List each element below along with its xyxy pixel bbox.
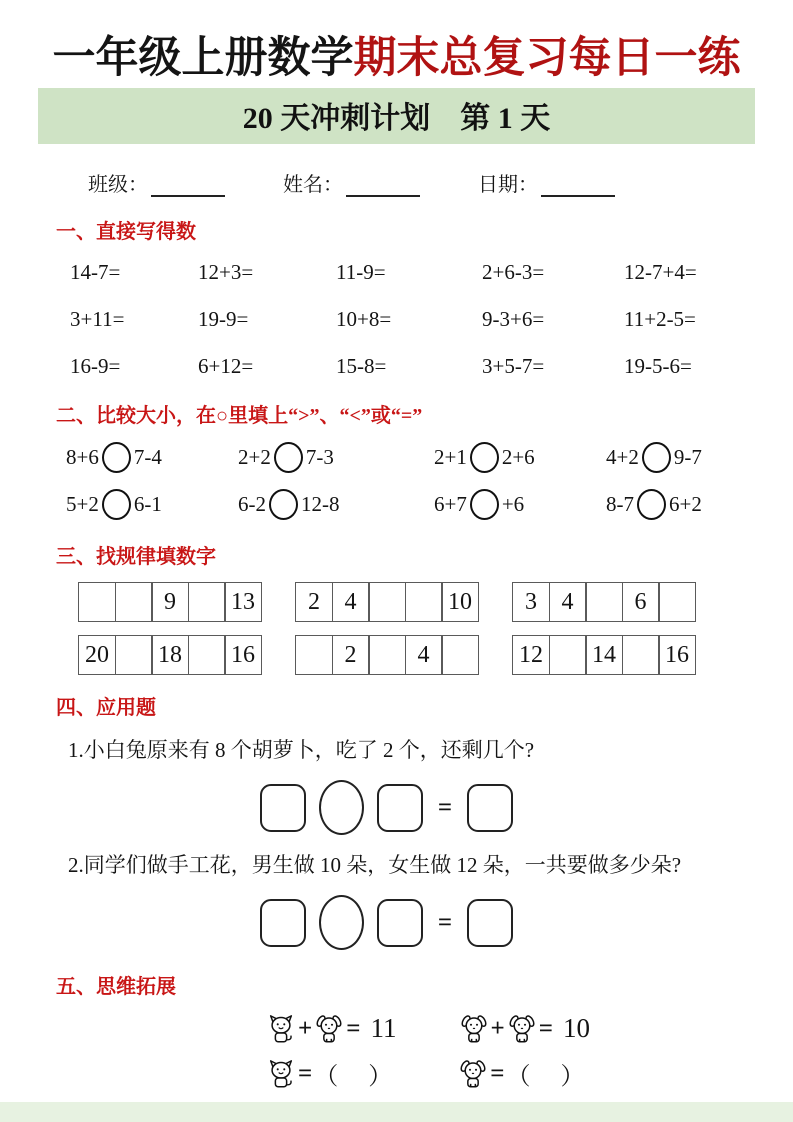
pattern-cell-empty[interactable] [115,582,153,622]
arith-problem: 6+12= [198,354,254,379]
answer-box[interactable] [377,784,423,832]
compare-left-expression: 8-7 [606,492,634,517]
answer-box[interactable] [260,899,306,947]
arith-problem: 2+6-3= [482,260,545,285]
animal-equation-2 [459,1013,591,1044]
equals-sign: = [346,1014,361,1042]
date-field [478,168,615,197]
pattern-cell-empty[interactable] [295,635,333,675]
compare-circle[interactable] [470,442,499,473]
compare-circle[interactable] [274,442,303,473]
compare-left-expression: 2+2 [238,445,271,470]
compare-right-expression: +6 [501,492,525,517]
pattern-cell-empty[interactable] [549,635,587,675]
pattern-cell-empty[interactable] [368,635,406,675]
footer-green-strip [0,1102,793,1122]
section-2-heading: 二、比较大小，在○里填上“>”、“<”或“=” [56,405,423,428]
compare-left-expression: 8+6 [66,445,99,470]
equation-1-result: 11 [370,1013,397,1044]
page-title [38,34,755,83]
compare-problem [238,442,434,473]
pattern-table [295,635,479,675]
animal-answer-2 [458,1056,584,1091]
pattern-cell-empty[interactable] [115,635,153,675]
section-5-heading: 五、思维拓展 [56,976,176,999]
class-label: 班级： [88,174,148,197]
pattern-table [78,635,262,675]
name-label: 姓名： [283,174,343,197]
arith-problem: 11-9= [336,260,386,285]
compare-right-expression: 2+6 [501,445,535,470]
arith-problem: 14-7= [70,260,121,285]
compare-circle[interactable] [470,489,499,520]
answer-paren-open: （ [314,1064,339,1091]
animal-equation-1 [266,1013,397,1044]
compare-right-expression: 12-8 [301,492,340,517]
pattern-cell: 4 [405,635,443,675]
pattern-cell-empty[interactable] [368,582,406,622]
banner: 20 天冲刺计划 第 1 天 [38,88,755,144]
pattern-table-row [78,635,755,675]
compare-right-expression: 6+2 [669,492,702,517]
answer-shapes-2 [38,895,735,950]
dog-icon [458,1059,488,1089]
pattern-table-row [78,582,755,622]
operator-circle[interactable] [319,895,364,950]
pattern-cell-empty[interactable] [441,635,479,675]
pattern-cell: 2 [295,582,333,622]
arith-problem: 15-8= [336,354,387,379]
pattern-cell: 4 [332,582,370,622]
compare-left-expression: 6+7 [434,492,467,517]
pattern-cell-empty[interactable] [188,635,226,675]
arith-problem: 3+5-7= [482,354,545,379]
equals-sign: = [298,1059,313,1087]
answer-paren-close: ） [560,1064,585,1091]
compare-problem [66,442,238,473]
pattern-table [512,582,696,622]
arith-problem: 9-3+6= [482,307,545,332]
pattern-cell-empty[interactable] [585,582,623,622]
pattern-cell-empty[interactable] [78,582,116,622]
compare-left-expression: 6-2 [238,492,266,517]
class-blank[interactable] [151,173,225,197]
equals-sign: = [490,1059,505,1087]
pattern-table [512,635,696,675]
compare-circle[interactable] [102,489,131,520]
animal-answer-1 [266,1056,392,1091]
pattern-cell: 16 [224,635,262,675]
pattern-cell: 4 [549,582,587,622]
compare-right-expression: 7-3 [305,445,334,470]
dog-icon [507,1014,537,1044]
answer-box[interactable] [467,784,513,832]
compare-left-expression: 5+2 [66,492,99,517]
class-field [88,168,225,197]
operator-circle[interactable] [319,780,364,835]
arith-problem: 19-5-6= [624,354,692,379]
answer-paren-open: （ [506,1064,531,1091]
answer-box[interactable] [260,784,306,832]
pattern-cell: 6 [622,582,660,622]
compare-circle[interactable] [637,489,666,520]
name-field [283,168,420,197]
student-info-line [88,168,755,197]
cat-icon [266,1059,296,1089]
pattern-table [295,582,479,622]
compare-problem [238,489,434,520]
answer-box[interactable] [467,899,513,947]
pattern-cell: 16 [658,635,696,675]
pattern-cell: 10 [441,582,479,622]
date-blank[interactable] [541,173,615,197]
compare-circle[interactable] [102,442,131,473]
pattern-tables [38,582,755,675]
equals-sign: = [437,793,453,821]
dog-icon [314,1014,344,1044]
answer-paren-close: ） [368,1064,393,1091]
pattern-cell: 14 [585,635,623,675]
dog-icon [459,1014,489,1044]
arith-problem: 19-9= [198,307,249,332]
comparison-grid [66,442,755,520]
animal-answers-row [266,1056,755,1091]
title-black-part: 一年级上册数学 [52,35,354,82]
cat-icon [266,1014,296,1044]
title-red-part: 期末总复习每日一练 [353,35,741,82]
pattern-cell-empty[interactable] [405,582,443,622]
name-blank[interactable] [346,173,420,197]
thinking-section [266,1013,755,1091]
compare-problem [66,489,238,520]
section-4-heading: 四、应用题 [56,697,156,720]
equation-2-result: 10 [563,1013,590,1044]
compare-left-expression: 4+2 [606,445,639,470]
pattern-cell-empty[interactable] [188,582,226,622]
plus-sign: + [298,1014,313,1042]
compare-right-expression: 7-4 [133,445,162,470]
arith-problem: 3+11= [70,307,125,332]
compare-problem [434,489,606,520]
arith-problem: 12+3= [198,260,254,285]
plus-sign: + [490,1014,505,1042]
pattern-cell-empty[interactable] [658,582,696,622]
section-3-heading: 三、找规律填数字 [56,546,216,569]
pattern-table [78,582,262,622]
equals-sign: = [437,908,453,936]
answer-shapes-1 [38,780,735,835]
compare-circle[interactable] [642,442,671,473]
pattern-cell: 18 [151,635,189,675]
compare-circle[interactable] [269,489,298,520]
compare-right-expression: 9-7 [673,445,702,470]
pattern-cell: 3 [512,582,550,622]
compare-problem [434,442,606,473]
pattern-cell: 2 [332,635,370,675]
pattern-cell: 12 [512,635,550,675]
pattern-cell-empty[interactable] [622,635,660,675]
compare-problem [606,442,755,473]
animal-equations-row [266,1013,755,1044]
compare-left-expression: 2+1 [434,445,467,470]
pattern-cell: 20 [78,635,116,675]
arith-problem: 11+2-5= [624,307,696,332]
word-problem-1: 1.小白兔原来有 8 个胡萝卜，吃了 2 个，还剩几个? [68,738,535,763]
word-problem-2: 2.同学们做手工花，男生做 10 朵，女生做 12 朵，一共要做多少朵? [68,853,682,878]
pattern-cell: 9 [151,582,189,622]
pattern-cell: 13 [224,582,262,622]
section-1-heading: 一、直接写得数 [56,221,196,244]
arith-problem: 12-7+4= [624,260,697,285]
equals-sign: = [538,1014,553,1042]
compare-right-expression: 6-1 [133,492,162,517]
answer-box[interactable] [377,899,423,947]
compare-problem [606,489,755,520]
arith-problem: 16-9= [70,354,121,379]
arithmetic-grid [70,260,755,379]
arith-problem: 10+8= [336,307,392,332]
date-label: 日期： [478,174,538,197]
